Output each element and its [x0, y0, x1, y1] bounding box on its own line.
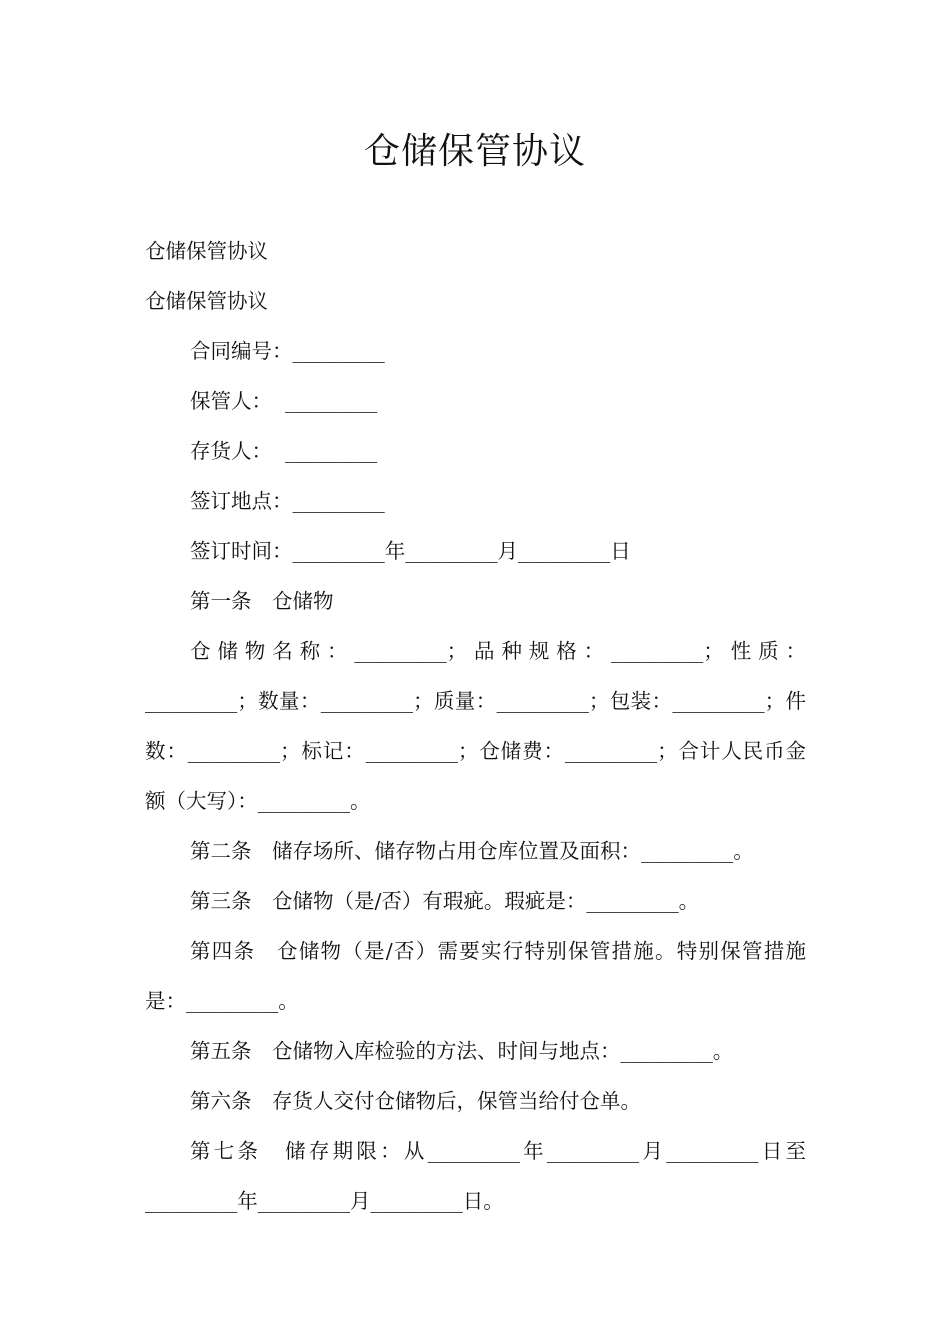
article-4: 第四条 仓储物（是/否）需要实行特别保管措施。特别保管措施是：_________。	[145, 939, 806, 1013]
article-1-details: 仓储物名称：_________；品种规格：_________；性质：_________；数量：_________；质量：_________；包装：_________；件数：_________；标记：_________；仓储费：_________；合计人民币金额（大写）：_________。	[145, 639, 806, 813]
article-5: 第五条 仓储物入库检验的方法、时间与地点：_________。	[190, 1039, 734, 1063]
article-1-heading: 第一条 仓储物	[190, 589, 334, 613]
article-3: 第三条 仓储物（是/否）有瑕疵。瑕疵是：_________。	[190, 889, 700, 913]
document-body	[145, 226, 806, 1226]
paragraph-heading-1: 仓储保管协议	[145, 239, 268, 263]
paragraph-heading-2: 仓储保管协议	[145, 289, 268, 313]
article-2: 第二条 储存场所、储存物占用仓库位置及面积：_________。	[190, 839, 754, 863]
document-title: 仓储保管协议	[363, 131, 586, 172]
article-7: 第七条 储存期限：从_________年_________月_________日至_________年_________月_________日。	[145, 1139, 806, 1213]
signing-date-line: 签订时间：_________年_________月_________日	[190, 539, 631, 563]
signing-place-line: 签订地点：_________	[190, 489, 385, 513]
article-6: 第六条 存货人交付仓储物后，保管当给付仓单。	[190, 1089, 641, 1113]
contract-number-line: 合同编号：_________	[190, 339, 385, 363]
depositor-line: 存货人： _________	[190, 439, 378, 463]
custodian-line: 保管人： _________	[190, 389, 378, 413]
